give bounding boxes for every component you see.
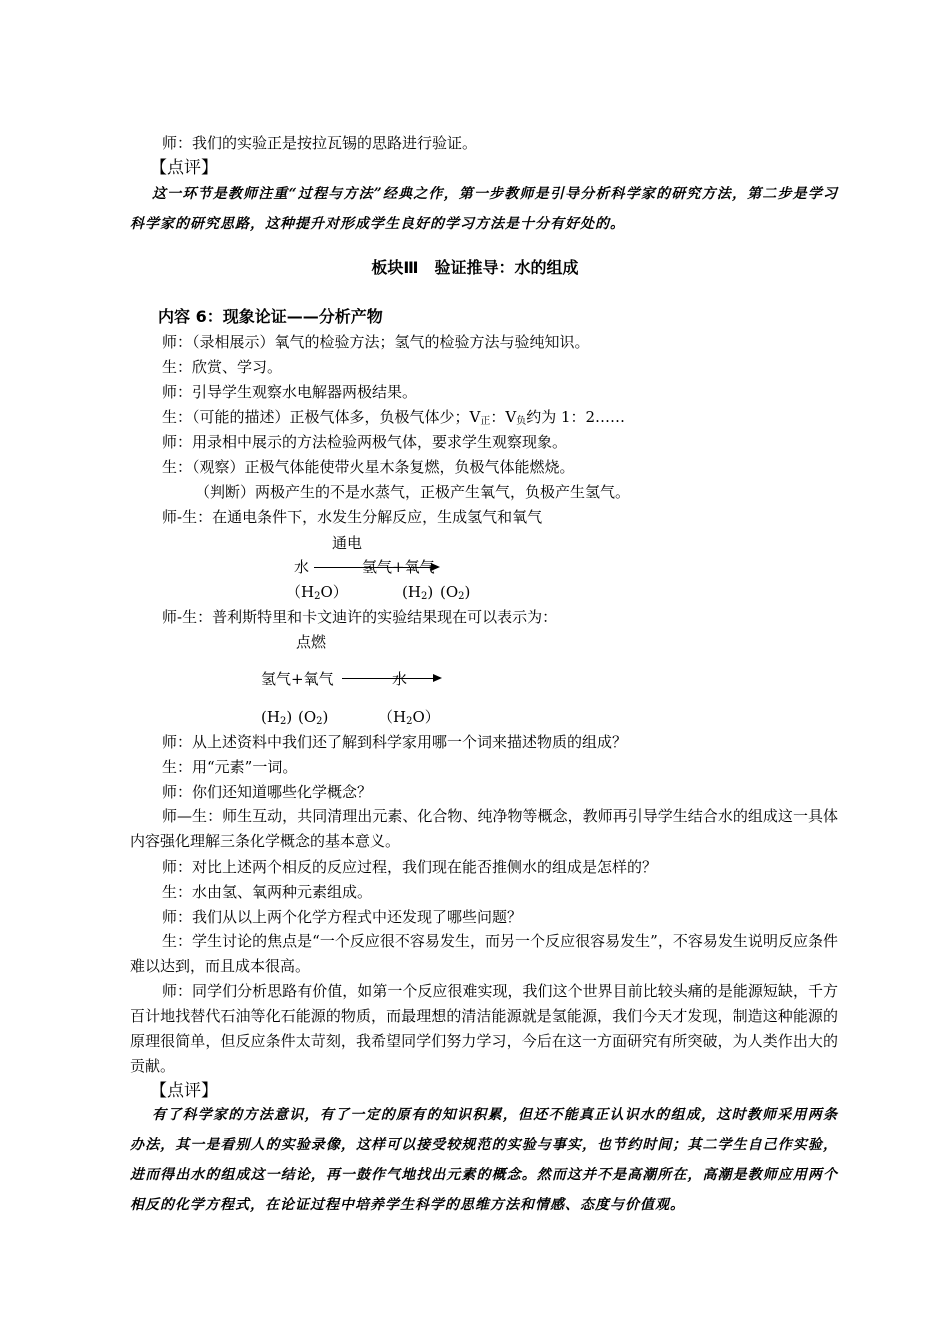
subscript: 负 xyxy=(516,416,527,427)
dialogue-line: 生：（观察）正极气体能使带火星木条复燃，负极气体能燃烧。 xyxy=(162,458,575,476)
text-segment: ：V xyxy=(490,408,517,426)
text-segment: (H xyxy=(261,708,280,726)
section-title: 板块Ⅲ 验证推导：水的组成 xyxy=(371,258,579,277)
content-title: 内容 6：现象论证——分析产物 xyxy=(158,307,383,326)
formula xyxy=(261,707,292,732)
dialogue-line: 师：你们还知道哪些化学概念？ xyxy=(162,783,373,801)
reaction-condition: 通电 xyxy=(332,534,363,552)
dialogue-line: 师：我们的实验正是按拉瓦锡的思路进行验证。 xyxy=(162,134,478,152)
text-segment: (H xyxy=(402,583,421,601)
dialogue-paragraph: 师—生：师生互动，共同清理出元素、化合物、纯净物等概念，教师再引导学生结合水的组成这一具体内容强化理解三条化学概念的基本意义。 xyxy=(130,807,838,850)
dialogue-line: 师-生：普利斯特里和卡文迪许的实验结果现在可以表示为： xyxy=(162,608,558,626)
dialogue-paragraph: 生：学生讨论的焦点是“一个反应很不容易发生，而另一个反应很容易发生”，不容易发生说明反应条件难以达到，而且成本很高。 xyxy=(130,932,838,975)
reaction-arrow xyxy=(342,678,440,679)
dialogue-line: 师：用录相中展示的方法检验两极气体，要求学生观察现象。 xyxy=(162,433,568,451)
dialogue-line: 生：欣赏、学习。 xyxy=(162,358,283,376)
subscript: 2 xyxy=(279,716,287,727)
text-segment: （H xyxy=(286,583,315,601)
formula xyxy=(440,582,470,607)
text-segment: ) xyxy=(322,708,329,726)
product: 水 xyxy=(392,670,408,688)
dialogue-line: 师：对比上述两个相反的反应过程，我们现在能否推侧水的组成是怎样的？ xyxy=(162,858,658,876)
text-segment: O） xyxy=(320,583,348,601)
comment-tag: 【点评】 xyxy=(150,1081,218,1101)
reactants: 氢气+氧气 xyxy=(261,670,334,688)
reactant: 水 xyxy=(294,558,310,576)
subscript: 2 xyxy=(420,591,428,602)
text-segment: ) xyxy=(464,583,471,601)
dialogue-line: 生：水由氢、氧两种元素组成。 xyxy=(162,883,373,901)
formula xyxy=(402,582,433,607)
reaction-condition: 点燃 xyxy=(296,633,327,651)
text-segment: 生：（可能的描述）正极气体多，负极气体少；V xyxy=(162,408,481,426)
formula xyxy=(298,707,328,732)
text-segment: ) xyxy=(427,583,434,601)
subscript: 正 xyxy=(480,416,491,427)
dialogue-line: 生：用“元素”一词。 xyxy=(162,758,298,776)
text-segment: 约为 1：2…… xyxy=(526,408,626,426)
subscript: 2 xyxy=(458,591,465,602)
text-segment: ) xyxy=(286,708,293,726)
dialogue-line: （判断）两极产生的不是水蒸气，正极产生氧气，负极产生氢气。 xyxy=(195,483,631,501)
dialogue-line: 师-生：在通电条件下，水发生分解反应，生成氢气和氧气 xyxy=(162,508,543,526)
subscript: 2 xyxy=(314,591,321,602)
dialogue-line: 师：（录相展示）氧气的检验方法；氢气的检验方法与验纯知识。 xyxy=(162,333,590,351)
dialogue-line: 师：引导学生观察水电解器两极结果。 xyxy=(162,383,418,401)
text-segment: (O xyxy=(298,708,317,726)
comment-text: 这一环节是教师注重“过程与方法”经典之作，第一步教师是引导分析科学家的研究方法，第二步是学习科学家的研究思路，这种提升对形成学生良好的学习方法是十分有好处的。 xyxy=(130,186,838,232)
subscript: 2 xyxy=(316,716,323,727)
dialogue-line xyxy=(162,407,625,432)
comment-text: 有了科学家的方法意识，有了一定的原有的知识积累，但还不能真正认识水的组成，这时教师采用两条办法，其一是看别人的实验录像，这样可以接受较规范的实验与事实，也节约时间；其二学生自己作实验，进而得出水的组成这一结论，再一鼓作气地找出元素的概念。然而这并不是高潮所在，高潮是教师应用两个相反的化学方程式，在论证过程中培养学生科学的思维方法和情感、态度与价值观。 xyxy=(130,1107,838,1213)
subscript: 2 xyxy=(406,716,413,727)
text-segment: O） xyxy=(412,708,440,726)
dialogue-line: 师：我们从以上两个化学方程式中还发现了哪些问题？ xyxy=(162,908,523,926)
text-segment: （H xyxy=(378,708,407,726)
text-segment: (O xyxy=(440,583,459,601)
dialogue-line: 师：从上述资料中我们还了解到科学家用哪一个词来描述物质的组成？ xyxy=(162,733,628,751)
formula xyxy=(286,582,348,607)
formula xyxy=(378,707,440,732)
products: 氢气+氧气 xyxy=(362,558,435,576)
comment-tag: 【点评】 xyxy=(150,158,218,178)
dialogue-paragraph: 师：同学们分析思路有价值，如第一个反应很难实现，我们这个世界目前比较头痛的是能源短缺，千方百计地找替代石油等化石能源的物质，而最理想的清洁能源就是氢能源，我们今天才发现，制造这种能源的原理很简单，但反应条件太苛刻，我希望同学们努力学习，今后在这一方面研究有所突破，为人类作出大的贡献。 xyxy=(130,982,838,1075)
